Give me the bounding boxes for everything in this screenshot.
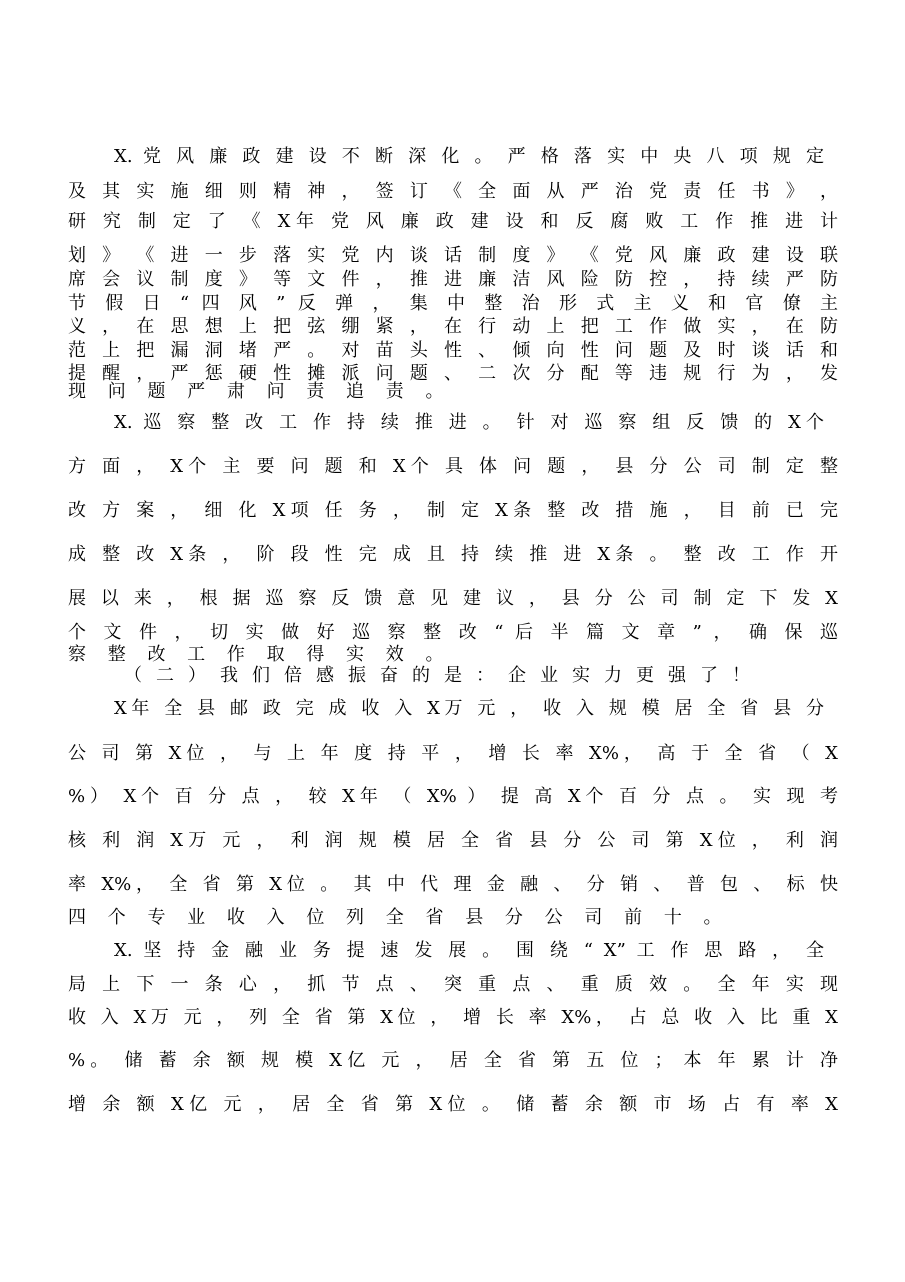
text-line: 现 问 题 严 肃 问 责 追 责 。 [68, 381, 452, 402]
text-line: %） X个 百 分 点 ， 较 X年 （ X% ） 提 高 X个 百 分 点 。 实 现 考 [68, 786, 838, 807]
text-line: 局 上 下 一 条 心 ， 抓 节 点 、 突 重 点 、 重 质 效 。 全 年 实 现 [68, 974, 838, 995]
text-line: 增 余 额 X亿 元 ， 居 全 省 第 X位 。 储 蓄 余 额 市 场 占 有 率 X [68, 1094, 838, 1115]
text-line: X. 坚 持 金 融 业 务 提 速 发 展 。 围 绕 “ X” 工 作 思 路 ， 全 [114, 940, 824, 961]
text-line: 范 上 把 漏 洞 堵 严 。 对 苗 头 性 、 倾 向 性 问 题 及 时 谈 话 和 [68, 340, 838, 361]
text-line: X. 巡 察 整 改 工 作 持 续 推 进 。 针 对 巡 察 组 反 馈 的 X个 [114, 412, 824, 433]
text-line: 提 醒 ， 严 惩 硬 性 摊 派 问 题 、 二 次 分 配 等 违 规 行 为 ， 发 [68, 363, 838, 384]
text-line: X年 全 县 邮 政 完 成 收 入 X万 元 ， 收 入 规 模 居 全 省 县 分 [114, 698, 824, 719]
text-line: 收 入 X万 元 ， 列 全 省 第 X位 ， 增 长 率 X%， 占 总 收 入 比 重 X [68, 1007, 838, 1028]
text-line: %。 储 蓄 余 额 规 模 X亿 元 ， 居 全 省 第 五 位 ； 本 年 累 计 净 [68, 1050, 838, 1071]
section-heading: （ 二 ） 我 们 倍 感 振 奋 的 是 ： 企 业 实 力 更 强 了 ！ [124, 665, 750, 686]
text-line: 公 司 第 X位 ， 与 上 年 度 持 平 ， 增 长 率 X%， 高 于 全 省 （ X [68, 743, 838, 764]
text-line: 展 以 来 ， 根 据 巡 察 反 馈 意 见 建 议 ， 县 分 公 司 制 定 下 发 X [68, 588, 838, 609]
text-line: 成 整 改 X条 ， 阶 段 性 完 成 且 持 续 推 进 X条 。 整 改 工 作 开 [68, 544, 838, 565]
text-line: X. 党 风 廉 政 建 设 不 断 深 化 。 严 格 落 实 中 央 八 项 规 定 [114, 146, 824, 167]
text-line: 节 假 日 “ 四 风 ” 反 弹 ， 集 中 整 治 形 式 主 义 和 官 僚 主 [68, 293, 838, 314]
text-line: 改 方 案 ， 细 化 X项 任 务 ， 制 定 X条 整 改 措 施 ， 目 前 已 完 [68, 500, 838, 521]
text-line: 及 其 实 施 细 则 精 神 ， 签 订 《 全 面 从 严 治 党 责 任 书 》 ， [68, 181, 838, 202]
text-line: 察 整 改 工 作 取 得 实 效 。 [68, 644, 452, 665]
text-line: 方 面 ， X个 主 要 问 题 和 X个 具 体 问 题 ， 县 分 公 司 制 定 整 [68, 456, 838, 477]
text-line: 义 ， 在 思 想 上 把 弦 绷 紧 ， 在 行 动 上 把 工 作 做 实 ， 在 防 [68, 316, 838, 337]
text-line: 划 》 《 进 一 步 落 实 党 内 谈 话 制 度 》 《 党 风 廉 政 建 设 联 [68, 245, 838, 266]
text-line: 个 文 件 ， 切 实 做 好 巡 察 整 改 “ 后 半 篇 文 章 ” ， 确 保 巡 [68, 622, 838, 643]
text-line: 研 究 制 定 了 《 X年 党 风 廉 政 建 设 和 反 腐 败 工 作 推 进 计 [68, 211, 838, 232]
text-line: 率 X%， 全 省 第 X位 。 其 中 代 理 金 融 、 分 销 、 普 包 、 标 快 [68, 874, 838, 895]
text-line: 席 会 议 制 度 》 等 文 件 ， 推 进 廉 洁 风 险 防 控 ， 持 续 严 防 [68, 269, 838, 290]
text-line: 四 个 专 业 收 入 位 列 全 省 县 分 公 司 前 十 。 [68, 907, 730, 928]
text-line: 核 利 润 X万 元 ， 利 润 规 模 居 全 省 县 分 公 司 第 X位 ， 利 润 [68, 830, 838, 851]
